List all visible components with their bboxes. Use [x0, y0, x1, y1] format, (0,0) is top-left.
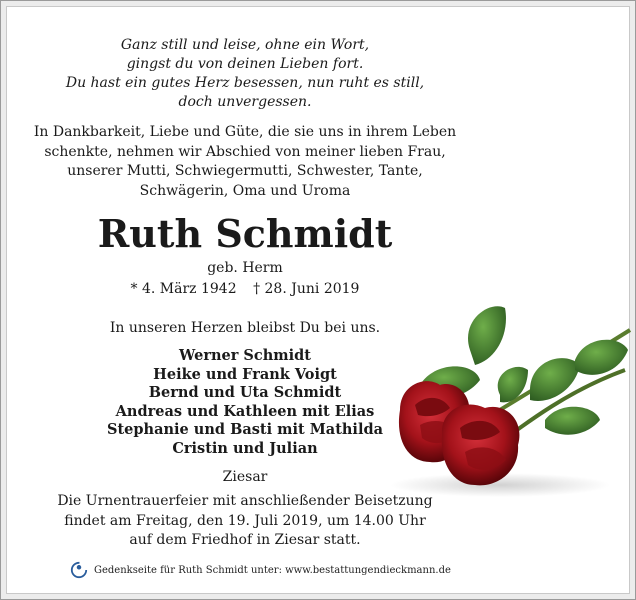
birth-name: geb. Herm — [207, 260, 283, 276]
poem-line: doch unvergessen. — [178, 94, 312, 110]
mourner: Cristin und Julian — [172, 439, 318, 457]
service-info — [10, 492, 480, 551]
footer — [70, 560, 451, 580]
deceased-name: Ruth Schmidt — [97, 211, 393, 256]
red-roses-image — [380, 290, 632, 500]
poem-line: Du hast ein gutes Herz besessen, nun ruht es still, — [65, 75, 425, 91]
motto: In unseren Herzen bleibst Du bei uns. — [109, 320, 381, 336]
service-line: auf dem Friedhof in Ziesar statt. — [129, 532, 361, 548]
mourner: Heike und Frank Voigt — [153, 365, 337, 383]
intro-line: In Dankbarkeit, Liebe und Güte, die sie uns in ihrem Leben — [33, 124, 457, 140]
footer-text: Gedenkseite für Ruth Schmidt unter: www.bestattungendieckmann.de — [94, 564, 451, 576]
intro-line: unserer Mutti, Schwiegermutti, Schwester, Tante, — [67, 163, 423, 179]
place: Ziesar — [222, 469, 268, 485]
mourner: Werner Schmidt — [179, 347, 311, 364]
intro-line: schenkte, nehmen wir Abschied von meiner lieben Frau, — [44, 143, 446, 160]
poem-line: Ganz still und leise, ohne ein Wort, — [120, 37, 370, 53]
poem-line: gingst du von deinen Lieben fort. — [126, 56, 364, 72]
intro-text — [10, 123, 480, 201]
mourner: Bernd und Uta Schmidt — [148, 384, 342, 402]
poem — [10, 36, 480, 112]
service-line: findet am Freitag, den 19. Juli 2019, um 14.00 Uhr — [64, 512, 426, 529]
death-date: † 28. Juni 2019 — [253, 281, 360, 297]
mourner: Stephanie und Basti mit Mathilda — [107, 421, 383, 439]
intro-line: Schwägerin, Oma und Uroma — [139, 182, 351, 199]
memorial-logo-icon — [70, 561, 88, 579]
rose-right — [442, 404, 520, 485]
birth-date: * 4. März 1942 — [130, 281, 237, 297]
service-line: Die Urnentrauerfeier mit anschließender Beisetzung — [57, 493, 433, 509]
mourner: Andreas und Kathleen mit Elias — [115, 402, 375, 420]
